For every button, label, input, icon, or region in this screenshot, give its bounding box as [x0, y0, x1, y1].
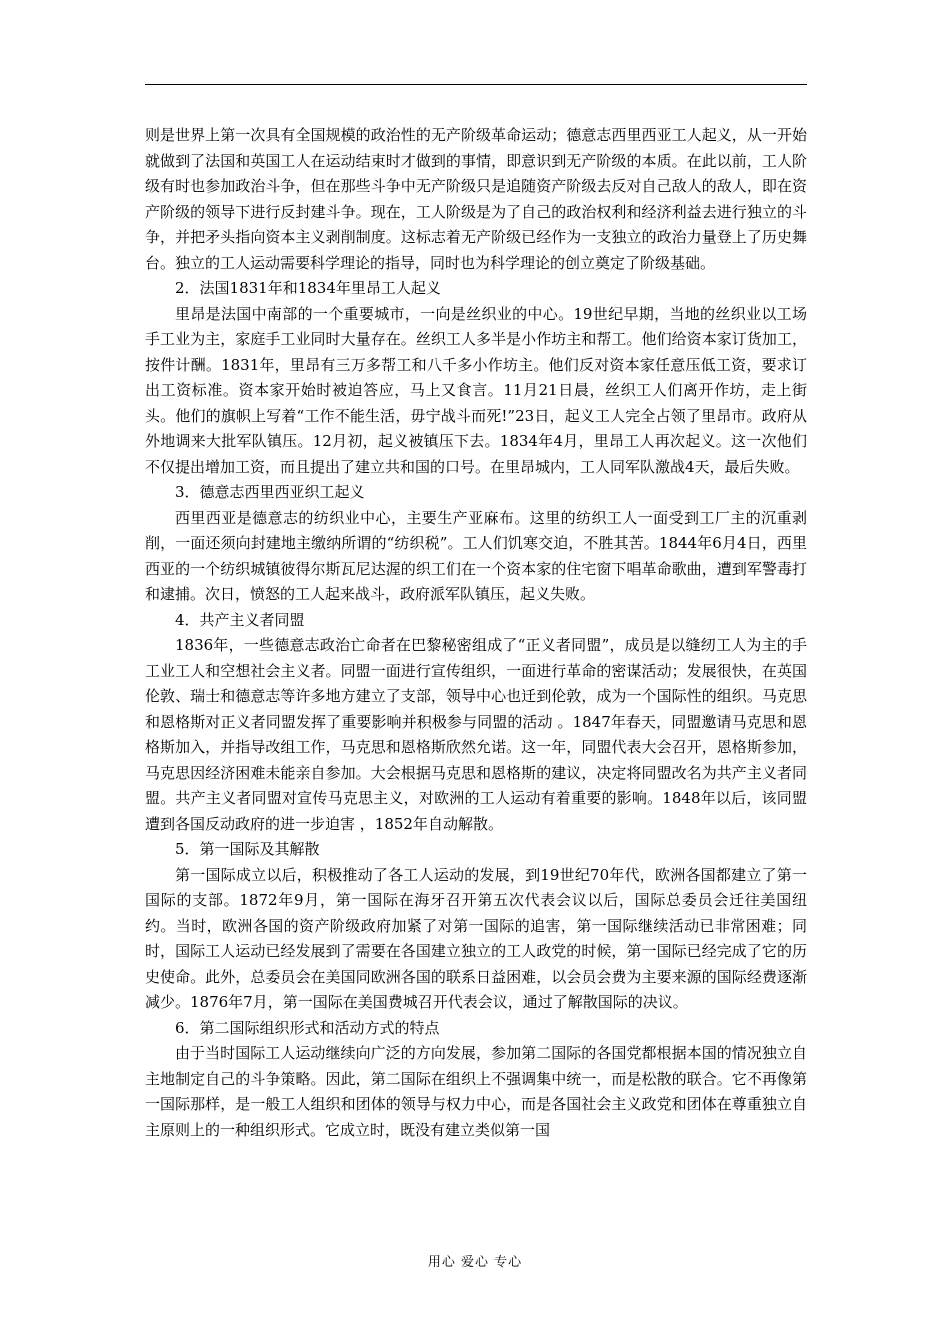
- header-rule: [145, 84, 807, 85]
- paragraph-continuation: 则是世界上第一次具有全国规模的政治性的无产阶级革命运动；德意志西里西亚工人起义，从一开始就做到了法国和英国工人在运动结束时才做到的事情，即意识到无产阶级的本质。在此以前，工人阶级有时也参加政治斗争，但在那些斗争中无产阶级只是追随资产阶级去反对自己敌人的敌人，即在资产阶级的领导下进行反封建斗争。现在，工人阶级是为了自己的政治权利和经济利益去进行独立的斗争，并把矛头指向资本主义剥削制度。这标志着无产阶级已经作为一支独立的政治力量登上了历史舞台。独立的工人运动需要科学理论的指导，同时也为科学理论的创立奠定了阶级基础。: [145, 126, 807, 272]
- paragraph-communist-league: 1836年，一些德意志政治亡命者在巴黎秘密组成了“正义者同盟”，成员是以缝纫工人为主的手工业工人和空想社会主义者。同盟一面进行宣传组织，一面进行革命的密谋活动；发展很快，在英国伦敦、瑞士和德意志等许多地方建立了支部，领导中心也迁到伦敦，成为一个国际性的组织。马克思和恩格斯对正义者同盟发挥了重要影响并积极参与同盟的活动 。1847年春天，同盟邀请马克思和恩格斯加入，并指导改组工作，马克思和恩格斯欣然允诺。这一年，同盟代表大会召开，恩格斯参加，马克思因经济困难未能亲自参加。大会根据马克思和恩格斯的建议，决定将同盟改名为共产主义者同盟。共产主义者同盟对宣传马克思主义，对欧洲的工人运动有着重要的影响。1848年以后，该同盟遭到各国反动政府的进一步迫害 ，1852年自动解散。: [145, 636, 807, 833]
- section-heading-communist-league: 4．共产主义者同盟: [175, 610, 305, 629]
- paragraph-lyon-uprising: 里昂是法国中南部的一个重要城市，一向是丝织业的中心。19世纪早期，当地的丝织业以工场手工业为主，家庭手工业同时大量存在。丝织工人多半是小作坊主和帮工。他们给资本家订货加工，按件计酬。1831年，里昂有三万多帮工和八千多小作坊主。他们反对资本家任意压低工资，要求订出工资标准。资本家开始时被迫答应，马上又食言。11月21日晨，丝织工人们离开作坊，走上街头。他们的旗帜上写着“工作不能生活，毋宁战斗而死!”23日，起义工人完全占领了里昂市。政府从外地调来大批军队镇压。12月初，起义被镇压下去。1834年4月，里昂工人再次起义。这一次他们不仅提出增加工资，而且提出了建立共和国的口号。在里昂城内，工人同军队激战4天，最后失败。: [145, 304, 807, 476]
- paragraph-second-international: 由于当时国际工人运动继续向广泛的方向发展，参加第二国际的各国党都根据本国的情况独立自主地制定自己的斗争策略。因此，第二国际在组织上不强调集中统一，而是松散的联合。它不再像第一国际那样，是一般工人组织和团体的领导与权力中心，而是各国社会主义政党和团体在尊重独立自主原则上的一种组织形式。它成立时，既没有建立类似第一国: [145, 1044, 807, 1139]
- section-heading-second-international: 6．第二国际组织形式和活动方式的特点: [175, 1018, 440, 1037]
- paragraph-first-international: 第一国际成立以后，积极推动了各工人运动的发展，到19世纪70年代，欧洲各国都建立了第一国际的支部。1872年9月，第一国际在海牙召开第五次代表会议以后，国际总委员会迁往美国纽约。当时，欧洲各国的资产阶级政府加紧了对第一国际的追害，第一国际继续活动已非常困难；同时，国际工人运动已经发展到了需要在各国建立独立的工人政党的时候，第一国际已经完成了它的历史使命。此外，总委员会在美国同欧洲各国的联系日益困难，以会员会费为主要来源的国际经费逐渐减少。1876年7月，第一国际在美国费城召开代表会议，通过了解散国际的决议。: [145, 865, 807, 1011]
- section-heading-first-international: 5．第一国际及其解散: [175, 840, 320, 858]
- section-heading-silesian-weavers: 3．德意志西里西亚织工起义: [175, 483, 365, 501]
- section-heading-lyon-uprising: 2．法国1831年和1834年里昂工人起义: [175, 279, 441, 297]
- document-body: [145, 123, 807, 1143]
- paragraph-silesian-weavers: 西里西亚是德意志的纺织业中心，主要生产亚麻布。这里的纺织工人一面受到工厂主的沉重剥削，一面还须向封建地主缴纳所谓的“纺织税”。工人们饥寒交迫，不胜其苦。1844年6月4日，西里西亚的一个纺织城镇彼得尔斯瓦尼达渥的织工们在一个资本家的住宅窗下唱革命歌曲，遭到军警毒打和逮捕。次日，愤怒的工人起来战斗，政府派军队镇压，起义失败。: [145, 508, 807, 603]
- page-footer: 用心 爱心 专心: [427, 1255, 523, 1270]
